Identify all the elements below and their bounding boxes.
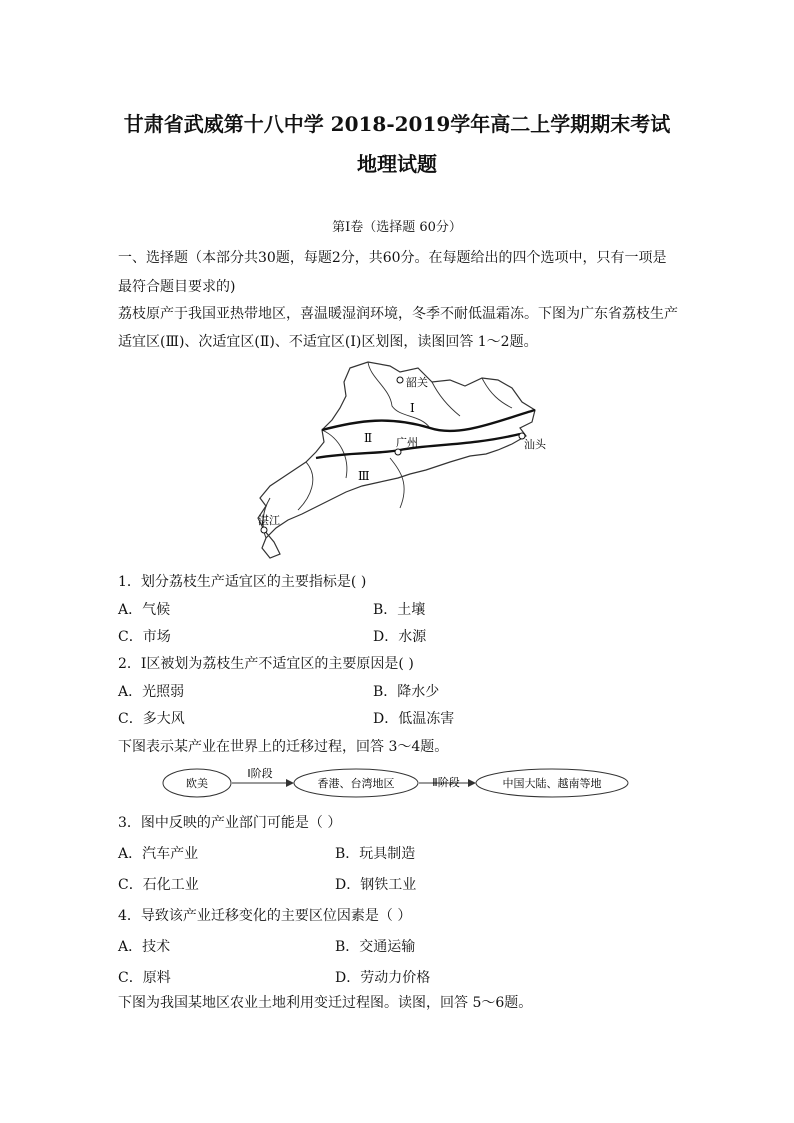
q2-option-d: D．低温冻害 xyxy=(373,711,455,727)
stage1-label: Ⅰ阶段 xyxy=(247,767,273,780)
zone-2-label: Ⅱ xyxy=(364,431,373,445)
instructions-line2: 最符合题目要求的) xyxy=(118,279,236,295)
q3-option-b: B．玩具制造 xyxy=(335,846,416,862)
city-shantou: 汕头 xyxy=(524,438,546,451)
zone-3-label: Ⅲ xyxy=(358,469,370,483)
instructions-line1: 一、选择题（本部分共30题，每题2分，共60分。在每题给出的四个选项中，只有一项是 xyxy=(118,250,667,266)
q2-option-a: A．光照弱 xyxy=(118,684,185,700)
q4-option-a: A．技术 xyxy=(118,939,171,955)
q3-option-d: D．钢铁工业 xyxy=(335,877,417,893)
q4-stem: 4．导致该产业迁移变化的主要区位因素是（ ） xyxy=(118,908,412,924)
q3-option-c: C．石化工业 xyxy=(118,877,199,893)
q2-stem: 2．Ⅰ区被划为荔枝生产不适宜区的主要原因是( ) xyxy=(118,656,414,672)
city-zhanjiang: 湛江 xyxy=(258,514,280,527)
intro3: 下图为我国某地区农业土地利用变迁过程图。读图，回答 5～6题。 xyxy=(118,995,533,1011)
q1-option-a: A．气候 xyxy=(118,602,171,618)
q1-option-d: D．水源 xyxy=(373,629,427,645)
city-shaoguan: 韶关 xyxy=(406,376,428,389)
q1-stem: 1．划分荔枝生产适宜区的主要指标是( ) xyxy=(118,574,367,590)
zone-1-label: Ⅰ xyxy=(410,401,415,415)
q1-option-b: B．土壤 xyxy=(373,602,426,618)
node-europe-america-label: 欧美 xyxy=(186,777,208,790)
section-heading: 第Ⅰ卷（选择题 60分） xyxy=(332,220,462,235)
guangdong-litchi-zone-map xyxy=(250,358,550,563)
q4-option-d: D．劳动力价格 xyxy=(335,970,431,986)
q4-option-b: B．交通运输 xyxy=(335,939,416,955)
doc-title-line1: 甘肃省武威第十八中学 2018-2019学年高二上学期期末考试 xyxy=(123,112,671,136)
q3-option-a: A．汽车产业 xyxy=(118,846,199,862)
industry-migration-diagram xyxy=(150,765,640,801)
q2-option-c: C．多大风 xyxy=(118,711,185,727)
intro1-line2: 适宜区(Ⅲ)、次适宜区(Ⅱ)、不适宜区(Ⅰ)区划图，读图回答 1～2题。 xyxy=(118,334,538,350)
q2-option-b: B．降水少 xyxy=(373,684,440,700)
intro1-line1: 荔枝原产于我国亚热带地区，喜温暖湿润环境，冬季不耐低温霜冻。下图为广东省荔枝生产 xyxy=(118,306,678,322)
doc-title-line2: 地理试题 xyxy=(357,152,437,176)
intro2: 下图表示某产业在世界上的迁移过程，回答 3～4题。 xyxy=(118,739,449,755)
q1-option-c: C．市场 xyxy=(118,629,171,645)
q3-stem: 3．图中反映的产业部门可能是（ ） xyxy=(118,815,342,831)
zone-line-south xyxy=(316,434,520,458)
province-outline xyxy=(258,362,535,558)
node-mainland-vietnam-label: 中国大陆、越南等地 xyxy=(502,777,602,790)
stage2-label: Ⅱ阶段 xyxy=(432,776,460,789)
city-guangzhou: 广州 xyxy=(396,436,418,449)
q4-option-c: C．原料 xyxy=(118,970,171,986)
node-hongkong-taiwan-label: 香港、台湾地区 xyxy=(317,777,395,790)
zone-line-north xyxy=(322,410,535,431)
